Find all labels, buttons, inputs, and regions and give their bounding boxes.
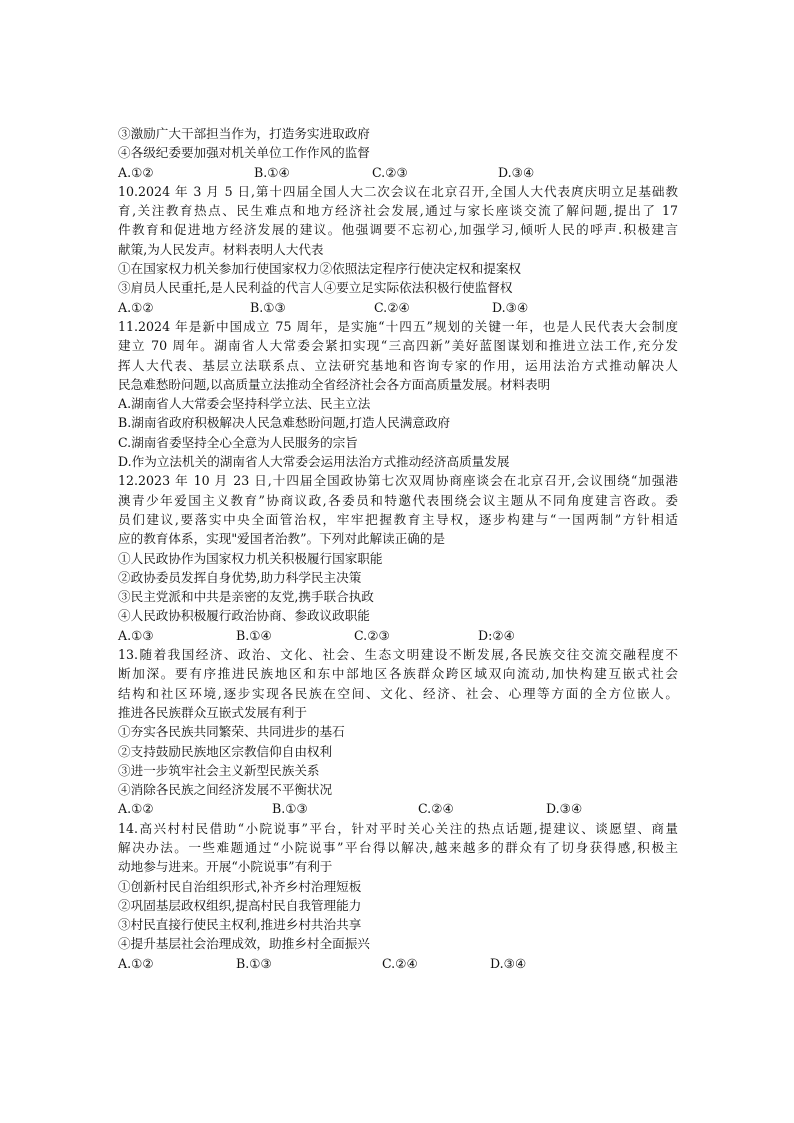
- question-14-options: [118, 954, 678, 973]
- option-d: D:②④: [478, 627, 515, 643]
- question-11-option-c: C.湖南省委坚持全心全意为人民服务的宗旨: [118, 434, 358, 450]
- question-11-stem-line: 建立 70 周年。湖南省人大常委会紧扣实现“三高四新”美好蓝图谋划和推进立法工作,充分发: [118, 338, 678, 354]
- option-a: A.①②: [118, 955, 154, 971]
- question-13-stem-line: 断加深。要有序推进民族地区和东中部地区各族群众跨区域双向流动,加快构建互嵌式社会: [118, 666, 678, 682]
- question-10-statement: ③肩员人民重托,是人民利益的代言人④要立足实际依法积极行使监督权: [118, 280, 513, 296]
- question-12-options: [118, 626, 678, 645]
- question-12-stem-line: 澳青少年爱国主义教育”协商议政,各委员和特邀代表围绕会议主题从不同角度建言咨政。委: [118, 492, 678, 508]
- option-d: D.③④: [490, 955, 527, 971]
- option-d: D.③④: [492, 299, 529, 315]
- question-13-statement: ①夯实各民族共同繁荣、共同进步的基石: [118, 724, 345, 740]
- option-c: C.②③: [354, 627, 390, 643]
- question-14-stem-line: 动地参与进来。开展“小院说事”有利于: [118, 859, 333, 875]
- option-b: B.①④: [236, 627, 272, 643]
- option-a: A.①③: [118, 627, 154, 643]
- question-11-stem-line: 挥人大代表、基层立法联系点、立法研究基地和咨询专家的作用，运用法治方式推动解决人: [118, 357, 678, 373]
- question-13-statement: ③进一步筑牢社会主义新型民族关系: [118, 762, 320, 778]
- question-13: [118, 645, 678, 819]
- question-14-statement: ②巩固基层政权组织,提高村民自我管理能力: [118, 897, 362, 913]
- question-11-stem-line: 民急难愁盼问题,以高质量立法推动全省经济社会各方面高质量发展。材料表明: [118, 376, 551, 392]
- option-a: A.①②: [118, 164, 154, 180]
- option-c: C.②④: [418, 801, 454, 817]
- question-column: [118, 124, 678, 973]
- question-10-stem-line: 献策,为人民发声。材料表明人大代表: [118, 241, 324, 257]
- question-10-stem-line: 件教育和促进地方经济发展的建议。他强调要不忘初心,加强学习,倾听人民的呼声.积极建言: [118, 222, 678, 238]
- question-10-options: [118, 298, 678, 317]
- option-c: C.②④: [382, 955, 418, 971]
- option-a: A.①②: [118, 299, 154, 315]
- question-12-statement: ③民主党派和中共是亲密的友党,携手联合执政: [118, 589, 374, 605]
- question-12-stem-line: 员们建议,要落实中央全面管治权，牢牢把握教育主导权，逐步构建与“一国两制”方针相适: [118, 511, 678, 527]
- option-b: B.①④: [254, 164, 290, 180]
- question-13-stem-line: 结构和社区环境,逐步实现各民族在空间、文化、经济、社会、心理等方面的全方位嵌人。: [118, 685, 678, 701]
- question-10-stem-line: 育,关注教育热点、民生难点和地方经济社会发展,通过与家长座谈交流了解问题,提出了 17: [118, 203, 678, 219]
- option-a: A.①②: [118, 801, 154, 817]
- question-13-stem-line: 推进各民族群众互嵌式发展有利于: [118, 704, 307, 720]
- option-c: C.②③: [372, 164, 408, 180]
- question-14-statement: ①创新村民自治组织形式,补齐乡村治理短板: [118, 878, 362, 894]
- question-14-stem-line: 解决办法。一些难题通过“小院说事”平台得以解决,越来越多的群众有了切身获得感,积极主: [118, 839, 678, 855]
- question-12: [118, 471, 678, 645]
- option-d: D.③④: [498, 164, 535, 180]
- option-b: B.①③: [250, 299, 286, 315]
- question-12-statement: ①人民政协作为国家权力机关积极履行国家职能: [118, 550, 383, 566]
- question-11-option-b: B.湖南省政府积极解决人民急难愁盼问题,打造人民满意政府: [118, 415, 451, 431]
- question-12-stem-line: 12.2023 年 10 月 23 日,十四届全国政协第七次双周协商座谈会在北京召开,会议围绕“加强港: [118, 473, 678, 489]
- question-11-option-d: D.作为立法机关的湖南省人大常委会运用法治方式推动经济高质量发展: [118, 454, 510, 470]
- question-13-statement: ②支持鼓励民族地区宗教信仰自由权利: [118, 743, 333, 759]
- question-11-stem-line: 11.2024 年是新中国成立 75 周年，是实施“十四五”规划的关键一年，也是人民代表大会制度: [118, 318, 678, 334]
- question-14-statement: ③村民直接行使民主权利,推进乡村共治共享: [118, 917, 362, 933]
- question-11-option-a: A.湖南省人大常委会坚持科学立法、民主立法: [118, 396, 371, 412]
- question-14-stem-line: 14.高兴村村民借助“小院说事”平台，针对平时关心关注的热点话题,提建议、谈愿望、商量: [118, 820, 678, 836]
- question-10-statement: ①在国家权力机关参加行使国家权力②依照法定程序行使决定权和提案权: [118, 261, 521, 277]
- question-14: [118, 819, 678, 973]
- option-b: B.①③: [236, 955, 272, 971]
- option-b: B.①③: [272, 801, 308, 817]
- question-9-line: ④各级纪委要加强对机关单位工作作风的监督: [118, 145, 370, 161]
- question-12-statement: ②政协委员发挥自身优势,助力科学民主决策: [118, 569, 362, 585]
- question-13-options: [118, 799, 678, 818]
- question-13-stem-line: 13.随着我国经济、政治、文化、社会、生态文明建设不断发展,各民族交往交流交融程度不: [118, 647, 678, 663]
- option-d: D.③④: [546, 801, 583, 817]
- question-9-options: [118, 163, 678, 182]
- question-10-stem-line: 10.2024 年 3 月 5 日,第十四届全国人大二次会议在北京召开,全国人大代表庹庆明立足基础教: [118, 183, 678, 199]
- question-10: [118, 182, 678, 317]
- question-11: [118, 317, 678, 471]
- question-12-statement: ④人民政协积极履行政治协商、参政议政职能: [118, 608, 370, 624]
- option-c: C.②④: [374, 299, 410, 315]
- question-14-statement: ④提升基层社会治理成效，助推乡村全面振兴: [118, 936, 370, 952]
- question-9: [118, 124, 678, 182]
- question-9-line: ③激励广大干部担当作为，打造务实进取政府: [118, 126, 370, 141]
- question-12-stem-line: 应的教育体系，实现"爱国者治教”。下列对此解读正确的是: [118, 531, 446, 547]
- question-13-statement: ④消除各民族之间经济发展不平衡状况: [118, 782, 333, 798]
